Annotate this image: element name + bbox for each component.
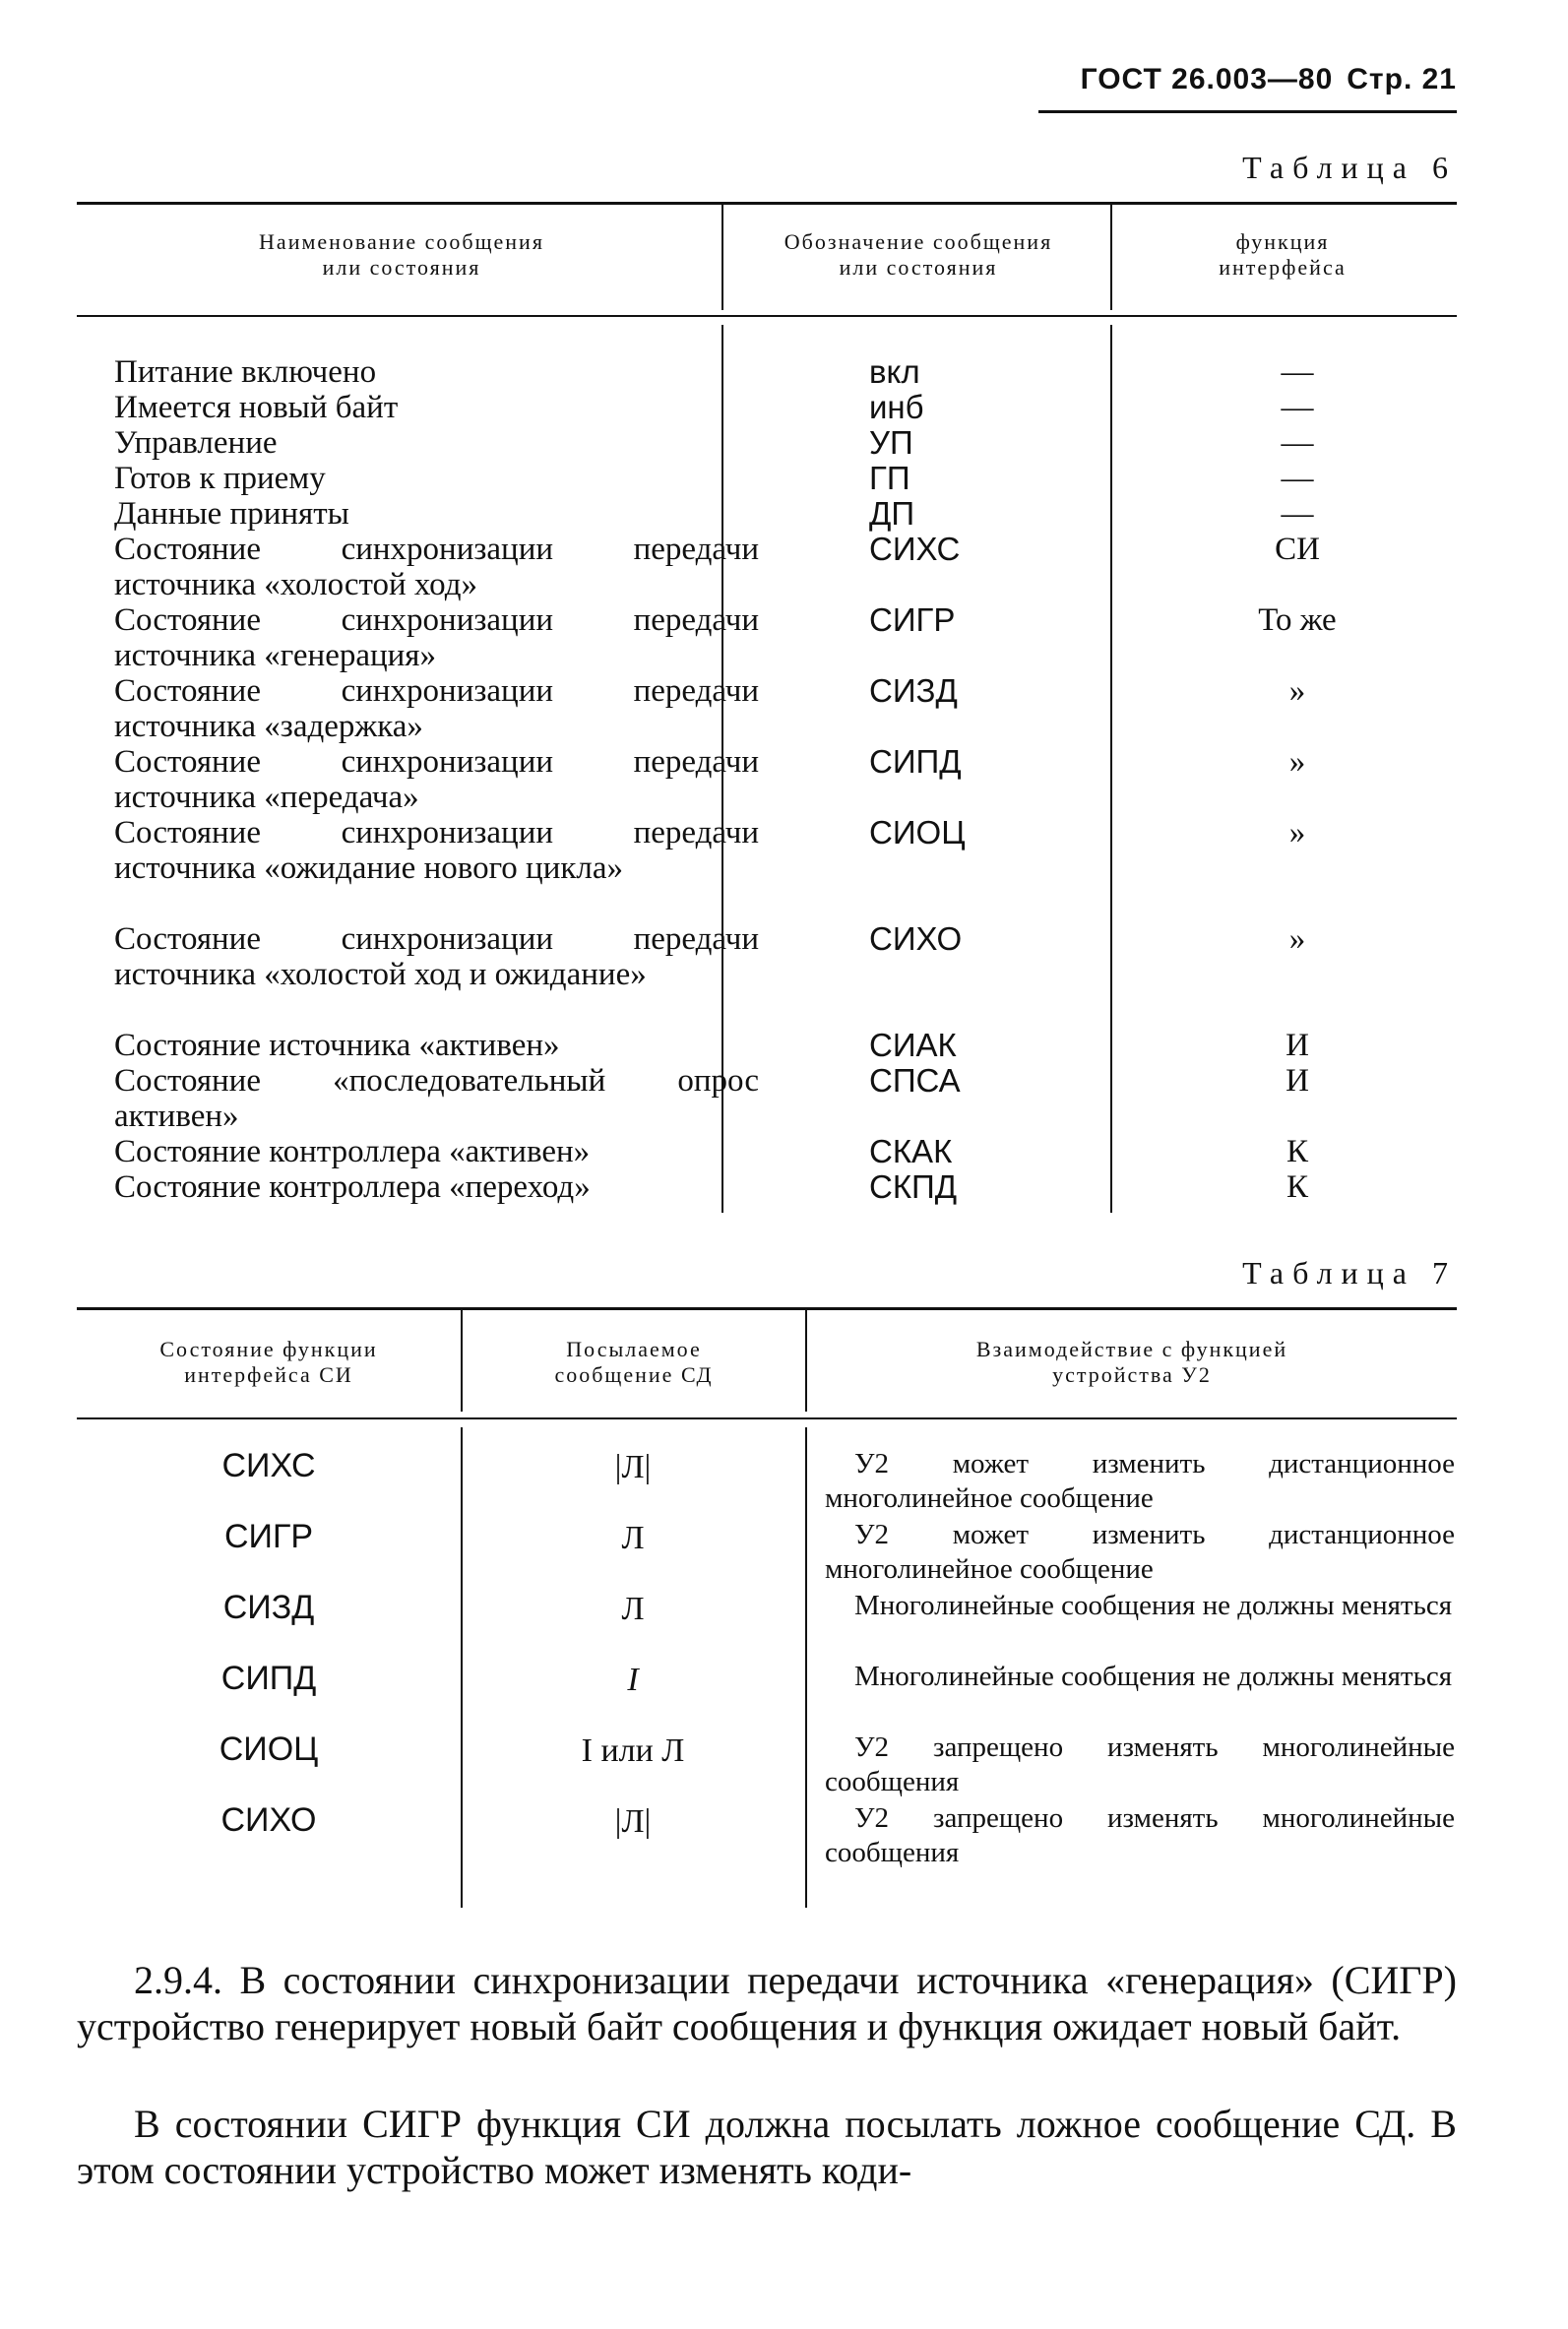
row-state: СИПД (220, 1660, 317, 1697)
row-state: СИГР (223, 1518, 314, 1555)
row-name: Готов к приему (114, 461, 326, 496)
row-designation: СИАК (869, 1027, 957, 1063)
table6-divider (1110, 325, 1112, 1213)
row-function: — (1281, 496, 1314, 532)
row-function: И (1286, 1028, 1309, 1063)
table7-divider (805, 1427, 807, 1908)
row-designation: СИЗД (869, 672, 958, 709)
row-name: Состояние «последовательный опрос активен» (114, 1063, 759, 1134)
table7-col-header-state: Состояние функции интерфейса СИ (159, 1337, 378, 1387)
table7 (77, 1307, 1457, 1908)
row-name: Состояние источника «активен» (114, 1028, 560, 1063)
row-name: Состояние контроллера «переход» (114, 1169, 591, 1205)
row-function: » (1288, 815, 1306, 850)
row-designation: СПСА (869, 1062, 961, 1099)
row-interaction: Многолинейные сообщения не должны меняться (854, 1590, 1453, 1621)
row-designation: СИПД (869, 743, 962, 780)
row-state: СИОЦ (219, 1731, 319, 1768)
row-interaction: У2 запрещено изменять многолинейные сообщения (825, 1802, 1455, 1868)
row-designation: СИХС (869, 531, 961, 567)
row-name: Состояние синхронизации передачи источника «передача» (114, 744, 759, 815)
row-name: Состояние синхронизации передачи источника «холостой ход и ожидание» (114, 921, 759, 992)
row-name: Состояние синхронизации передачи источника «генерация» (114, 602, 759, 673)
row-message: Л (621, 1591, 645, 1627)
table6-top-rule (77, 202, 1457, 205)
table7-col-header-message: Посылаемое сообщение СД (554, 1337, 714, 1387)
row-function: СИ (1275, 532, 1320, 567)
running-header (1034, 63, 1457, 96)
table7-header-rule (77, 1417, 1457, 1419)
table7-divider (461, 1427, 463, 1908)
row-designation: вкл (869, 353, 920, 390)
body-paragraph: В состоянии СИГР функция СИ должна посылать ложное сообщение СД. В этом состоянии устройство может изменять коди- (77, 2102, 1457, 2192)
row-function: » (1288, 921, 1306, 957)
row-function: То же (1258, 602, 1337, 638)
row-interaction: У2 запрещено изменять многолинейные сообщения (825, 1731, 1455, 1797)
header-rule (1038, 110, 1457, 113)
row-designation: СИГР (869, 601, 956, 638)
row-interaction: У2 может изменить дистанционное многолинейное сообщение (825, 1519, 1455, 1585)
table6-header-rule (77, 315, 1457, 317)
table6-col-header-name: Наименование сообщения или состояния (259, 229, 544, 280)
table7-col-header-interaction: Взаимодействие с функцией устройства У2 (975, 1337, 1288, 1387)
row-message: |Л| (614, 1449, 652, 1485)
table7-top-rule (77, 1307, 1457, 1310)
row-designation: СИОЦ (869, 814, 966, 850)
row-designation: ГП (869, 460, 910, 496)
row-function: И (1286, 1063, 1309, 1099)
table7-caption: Таблица 7 (1242, 1255, 1457, 1290)
row-interaction: Многолинейные сообщения не должны меняться (854, 1661, 1453, 1692)
row-name: Состояние синхронизации передачи источника «задержка» (114, 673, 759, 744)
row-message: I (627, 1662, 639, 1698)
row-function: — (1281, 354, 1314, 390)
body-paragraph: 2.9.4. В состоянии синхронизации передачи источника «генерация» (СИГР) устройство генерирует новый байт сообщения и функция ожидает новый байт. (77, 1958, 1457, 2048)
row-name: Состояние контроллера «активен» (114, 1134, 591, 1169)
row-name: Имеется новый байт (114, 390, 399, 425)
standard-number: ГОСТ 26.003—80 (1080, 63, 1334, 95)
table6-col-header-function: функция интерфейса (1219, 229, 1347, 280)
row-message: |Л| (614, 1803, 652, 1840)
row-designation: инб (869, 389, 924, 425)
row-designation: СКАК (869, 1133, 953, 1169)
row-message: I или Л (581, 1732, 685, 1769)
row-function: К (1286, 1169, 1308, 1205)
row-name: Состояние синхронизации передачи источника «холостой ход» (114, 532, 759, 602)
table6-caption: Таблица 6 (1242, 150, 1457, 185)
row-function: — (1281, 461, 1314, 496)
row-designation: УП (869, 424, 913, 461)
row-function: К (1286, 1134, 1308, 1169)
table6 (77, 202, 1457, 1226)
row-function: — (1281, 425, 1314, 461)
table6-divider (1110, 202, 1112, 310)
row-name: Состояние синхронизации передачи источника «ожидание нового цикла» (114, 815, 759, 886)
table6-col-header-designation: Обозначение сообщения или состояния (784, 229, 1053, 280)
row-state: СИЗД (222, 1589, 315, 1626)
row-function: — (1281, 390, 1314, 425)
table6-divider (721, 202, 723, 310)
row-function: » (1288, 673, 1306, 709)
row-designation: СИХО (869, 920, 963, 957)
row-function: » (1288, 744, 1306, 780)
row-name: Данные приняты (114, 496, 349, 532)
row-designation: ДП (869, 495, 915, 532)
row-message: Л (621, 1520, 645, 1556)
row-state: СИХО (220, 1801, 317, 1839)
row-state: СИХС (221, 1447, 316, 1484)
page-number: Стр. 21 (1347, 63, 1457, 95)
row-interaction: У2 может изменить дистанционное многолинейное сообщение (825, 1448, 1455, 1514)
row-designation: СКПД (869, 1168, 958, 1205)
row-name: Управление (114, 425, 278, 461)
row-name: Питание включено (114, 354, 377, 390)
